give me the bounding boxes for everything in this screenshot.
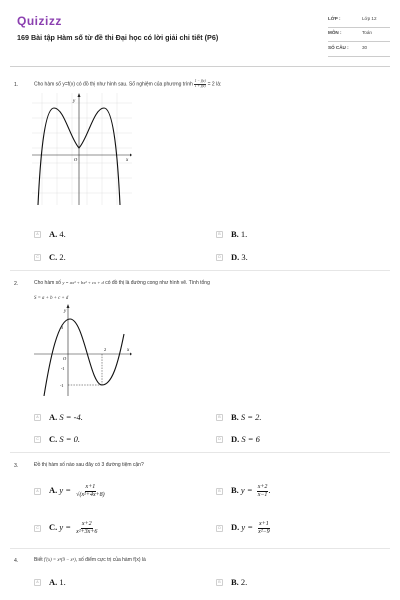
meta-value: 30	[362, 45, 368, 50]
question-2-text-line2: S = a + b + c + d	[34, 296, 69, 301]
question-divider	[10, 452, 390, 453]
option-letter-box: B	[216, 579, 223, 586]
fraction-denominator: x²+3x+6	[76, 528, 98, 535]
equation-tail: = 2 là:	[207, 81, 222, 88]
option-letter-box: C	[34, 254, 41, 261]
option-text	[49, 577, 66, 587]
option-value: S = 2.	[240, 412, 262, 422]
question-2-option-a[interactable]	[34, 412, 83, 422]
option-letter-box: D	[216, 254, 223, 261]
question-1-option-a[interactable]	[34, 229, 66, 239]
meta-value: Lớp 12	[362, 16, 377, 21]
option-text	[231, 412, 262, 422]
question-4-option-b[interactable]	[216, 577, 247, 587]
fraction-numerator: x+2	[257, 484, 268, 490]
option-letter-box: B	[216, 488, 223, 495]
option-fraction	[75, 484, 106, 498]
option-text	[231, 521, 271, 535]
tick-label: 3	[61, 325, 64, 330]
option-letter-box: A	[34, 488, 41, 495]
option-value: 1.	[59, 577, 66, 587]
option-label: C.	[49, 434, 58, 444]
question-4-option-a[interactable]	[34, 577, 66, 587]
option-fraction	[257, 521, 271, 535]
option-label: D.	[231, 522, 240, 533]
option-letter-box: C	[34, 525, 41, 532]
option-letter-box: D	[216, 436, 223, 443]
meta-value: Toán	[362, 30, 372, 35]
question-3-option-b[interactable]	[216, 484, 271, 498]
meta-key: MÔN :	[328, 30, 342, 35]
option-label: C.	[49, 252, 58, 262]
option-prefix: y =	[240, 485, 253, 496]
question-1-graph	[32, 93, 132, 205]
option-text	[231, 252, 248, 262]
option-text	[49, 229, 66, 239]
option-letter-box: D	[216, 525, 223, 532]
question-2-option-c[interactable]	[34, 434, 80, 444]
option-text	[49, 252, 66, 262]
option-fraction	[257, 484, 269, 498]
option-prefix: y =	[59, 522, 72, 533]
option-text	[231, 434, 260, 444]
question-3-option-d[interactable]	[216, 521, 271, 535]
question-3-number: 3.	[14, 463, 19, 469]
option-label: B.	[231, 229, 239, 239]
option-value: 2.	[240, 577, 248, 587]
question-4-number: 4.	[14, 558, 19, 564]
option-label: D.	[231, 434, 240, 444]
option-label: A.	[49, 229, 58, 239]
meta-key: LỚP :	[328, 16, 341, 21]
fraction-denominator: x²−9	[258, 528, 270, 535]
option-prefix: y =	[241, 522, 254, 533]
option-letter-box: B	[216, 231, 223, 238]
meta-divider	[328, 27, 390, 28]
option-label: D.	[231, 252, 240, 262]
option-suffix: .	[268, 485, 271, 496]
option-text	[231, 484, 271, 498]
header-divider	[10, 66, 390, 67]
fraction-numerator: x+2	[81, 521, 92, 527]
question-1-text	[34, 80, 221, 88]
option-prefix: y =	[59, 485, 72, 496]
option-text	[231, 229, 247, 239]
question-2-text	[34, 280, 210, 286]
meta-divider	[328, 41, 390, 42]
option-value: 3.	[241, 252, 248, 262]
question-2-option-b[interactable]	[216, 412, 262, 422]
question-text: Biết	[34, 557, 43, 563]
question-1-option-b[interactable]	[216, 229, 247, 239]
meta-key: SỐ CÂU :	[328, 45, 349, 50]
option-text	[231, 577, 247, 587]
option-letter-box: A	[34, 414, 41, 421]
origin-label: O	[74, 157, 78, 162]
option-text	[49, 434, 80, 444]
option-value: S = 6	[241, 434, 260, 444]
question-text: có đồ thị là đường cong như hình vẽ. Tính tổng	[105, 280, 210, 286]
option-value: 4.	[59, 229, 66, 239]
question-1-number: 1.	[14, 82, 19, 88]
question-formula: y = ax³ + bx² + cx + d	[62, 280, 104, 285]
question-3-option-c[interactable]	[34, 521, 98, 535]
question-1-option-d[interactable]	[216, 252, 248, 262]
y-axis-label: y	[64, 309, 67, 314]
option-fraction	[75, 521, 98, 535]
x-axis-label: x	[127, 348, 130, 353]
option-value: S = -4.	[59, 412, 83, 422]
y-axis-label: y	[73, 99, 76, 104]
option-letter-box: A	[34, 231, 41, 238]
option-letter-box: B	[216, 414, 223, 421]
option-label: B.	[231, 412, 239, 422]
option-label: C.	[49, 522, 58, 533]
tick-label: -1	[61, 366, 65, 371]
tick-label: -1	[60, 383, 64, 388]
fraction-denominator: 1 + f(x)	[194, 83, 206, 88]
option-label: B.	[231, 577, 239, 587]
fraction-denominator: x−1	[257, 491, 268, 498]
fraction-numerator: x+1	[85, 484, 96, 490]
option-text	[49, 521, 98, 535]
question-text: , số điểm cực trị của hàm f(x) là	[75, 557, 146, 563]
option-value: 1.	[240, 229, 248, 239]
equation-fraction	[194, 80, 206, 88]
question-3-text: Đồ thị hàm số nào sau đây có 3 đường tiệm cận?	[34, 462, 144, 468]
option-text	[49, 412, 83, 422]
question-formula: f′(x) = x²(9 − x²)	[44, 558, 76, 563]
option-letter-box: C	[34, 436, 41, 443]
question-text: Cho hàm số	[34, 280, 61, 286]
option-value: 2.	[59, 252, 66, 262]
fraction-numerator: x+1	[259, 521, 269, 527]
question-4-text	[34, 557, 146, 563]
option-label: B.	[231, 485, 239, 496]
option-label: A.	[49, 412, 58, 422]
option-label: A.	[49, 485, 58, 496]
option-label: A.	[49, 577, 58, 587]
question-divider	[10, 270, 390, 271]
option-value: S = 0.	[59, 434, 81, 444]
question-2-option-d[interactable]	[216, 434, 260, 444]
question-1-option-c[interactable]	[34, 252, 66, 262]
meta-divider	[328, 56, 390, 57]
quizizz-logo: Quizizz	[17, 14, 62, 28]
fraction-denominator: √(x²+4x+8)	[76, 491, 105, 498]
option-text	[49, 484, 106, 498]
tick-label: 2	[104, 347, 107, 352]
question-3-option-a[interactable]	[34, 484, 106, 498]
document-title: 169 Bài tập Hàm số từ đề thi Đại học có lời giải chi tiết (P6)	[17, 33, 219, 42]
x-axis-label: x	[126, 158, 129, 163]
question-text: Cho hàm số y=f(x) có đồ thị như hình sau. Số nghiệm của phương trình	[34, 81, 193, 88]
question-2-number: 2.	[14, 281, 19, 287]
origin-label: O	[63, 356, 67, 361]
question-2-graph	[32, 304, 132, 396]
question-divider	[10, 548, 390, 549]
option-letter-box: A	[34, 579, 41, 586]
fraction-numerator: 1 − f(x)	[194, 79, 206, 83]
